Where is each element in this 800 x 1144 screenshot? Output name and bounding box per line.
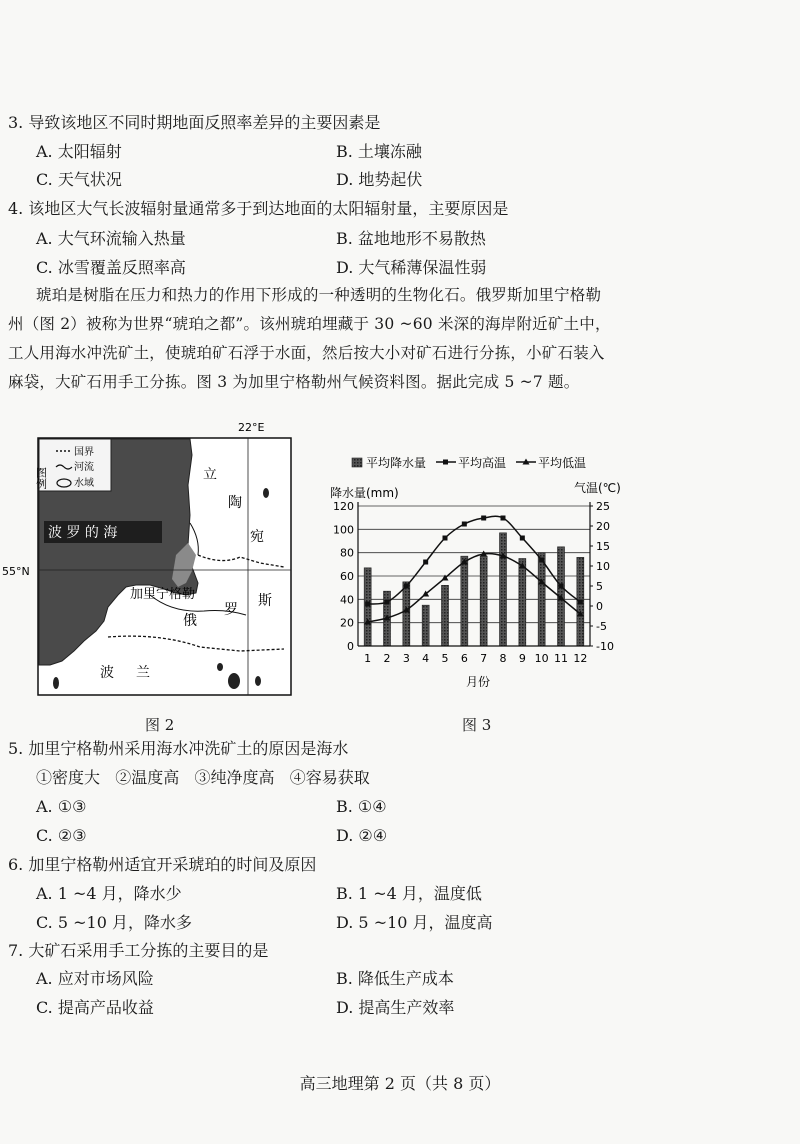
q5-choices: ①密度大 ②温度高 ③纯净度高 ④容易获取 [36, 768, 370, 787]
q7-option-b: B. 降低生产成本 [336, 969, 454, 988]
q4-option-b: B. 盆地地形不易散热 [336, 229, 486, 248]
y-right-tick-label: -5 [596, 620, 607, 633]
q3-option-d: D. 地势起伏 [336, 170, 423, 189]
legend-high-label: 平均高温 [458, 456, 507, 470]
place-tao: 陶 [228, 495, 242, 511]
high-temp-point [365, 602, 370, 607]
legend-precip-label: 平均降水量 [366, 456, 427, 470]
q6-option-a: A. 1 ~4 月，降水少 [36, 884, 182, 903]
q5-option-d: D. ②④ [336, 826, 388, 845]
q5-option-a: A. ①③ [36, 797, 87, 816]
q3-option-b: B. 土壤冻融 [336, 142, 422, 161]
precip-bar [442, 585, 449, 646]
y-left-tick-label: 80 [340, 546, 354, 560]
map-legend-river: 河流 [74, 462, 94, 473]
q7-option-a: A. 应对市场风险 [36, 969, 154, 988]
q4-option-d: D. 大气稀薄保温性弱 [336, 258, 487, 277]
precip-bar [538, 553, 545, 646]
figure-2-caption: 图 2 [145, 716, 175, 734]
legend-high-marker [443, 460, 448, 465]
passage-line-2: 州（图 2）被称为世界“琥珀之都”。该州琥珀埋藏于 30 ~60 米深的海岸附近矿土中， [8, 315, 611, 333]
y-right-tick-label: 10 [596, 560, 610, 573]
y-right-tick-label: -10 [596, 640, 614, 653]
high-temp-point [578, 600, 583, 605]
passage-line-3: 工人用海水冲洗矿土，使琥珀矿石浮于水面，然后按大小对矿石进行分拣，小矿石装入 [8, 344, 605, 362]
precip-bar [461, 556, 468, 646]
q3-option-a: A. 太阳辐射 [36, 142, 122, 161]
precip-bar [403, 582, 410, 646]
place-luo: 罗 [224, 602, 238, 618]
high-temp-point [559, 584, 564, 589]
place-baltic-sea: 波 罗 的 海 [48, 525, 118, 541]
x-tick-label: 2 [383, 652, 391, 665]
q5-option-c: C. ②③ [36, 826, 87, 845]
map-figure [0, 415, 310, 705]
map-legend-title: 图例 [34, 467, 48, 489]
y-left-tick-label: 120 [333, 500, 354, 513]
place-wan: 宛 [250, 529, 264, 545]
legend-low-label: 平均低温 [538, 456, 587, 470]
x-tick-label: 9 [518, 652, 526, 665]
lake-1 [263, 488, 269, 498]
y-right-tick-label: 20 [596, 520, 610, 533]
place-bo: 波 [100, 665, 114, 681]
x-tick-label: 5 [441, 652, 449, 665]
page-footer: 高三地理第 2 页（共 8 页） [299, 1074, 501, 1093]
place-li: 立 [203, 467, 217, 483]
question-7-stem: 7. 大矿石采用手工分拣的主要目的是 [8, 941, 269, 960]
precip-bar [422, 605, 429, 646]
y-right-tick-label: 5 [596, 580, 603, 593]
high-temp-point [501, 516, 506, 521]
x-tick-label: 12 [573, 652, 588, 665]
low-temp-line [368, 554, 581, 622]
high-temp-point [520, 536, 525, 541]
map-legend-water: 水域 [74, 478, 94, 489]
y-right-tick-label: 15 [596, 540, 610, 553]
chart-legend [352, 455, 586, 470]
place-kaliningrad: 加里宁格勒 [130, 587, 196, 602]
q4-option-c: C. 冰雪覆盖反照率高 [36, 258, 186, 277]
q7-option-c: C. 提高产品收益 [36, 998, 154, 1017]
y-left-label: 降水量(mm) [330, 486, 399, 500]
q6-option-b: B. 1 ~4 月，温度低 [336, 884, 482, 903]
place-e: 俄 [183, 613, 197, 629]
q4-option-a: A. 大气环流输入热量 [36, 229, 186, 248]
q3-option-c: C. 天气状况 [36, 170, 122, 189]
x-axis-label: 月份 [465, 675, 491, 689]
q7-option-d: D. 提高生产效率 [336, 998, 455, 1017]
passage-line-1: 琥珀是树脂在压力和热力的作用下形成的一种透明的生物化石。俄罗斯加里宁格勒 [36, 286, 602, 304]
high-temp-point [385, 600, 390, 605]
lake-4 [255, 676, 261, 686]
high-temp-point [539, 558, 544, 563]
high-temp-point [462, 522, 467, 527]
y-left-tick-label: 40 [340, 593, 354, 607]
lake-5 [53, 677, 59, 689]
y-left-tick-label: 60 [340, 570, 354, 583]
x-tick-label: 6 [460, 652, 468, 665]
lake-3 [217, 663, 223, 671]
q5-option-b: B. ①④ [336, 797, 387, 816]
precip-bar [519, 559, 526, 647]
y-right-tick-label: 0 [596, 600, 603, 613]
high-temp-point [481, 516, 486, 521]
question-5-stem: 5. 加里宁格勒州采用海水冲洗矿土的原因是海水 [8, 739, 349, 758]
x-tick-label: 8 [499, 652, 507, 665]
y-right-label: 气温(℃) [574, 481, 621, 495]
map-legend-border: 国界 [74, 447, 94, 458]
question-4-stem: 4. 该地区大气长波辐射量通常多于到达地面的太阳辐射量，主要原因是 [8, 199, 509, 218]
x-tick-label: 11 [554, 652, 568, 665]
y-left-tick-label: 0 [347, 640, 354, 653]
x-tick-label: 7 [480, 652, 488, 665]
lake-2 [228, 673, 240, 689]
high-temp-point [443, 536, 448, 541]
passage-line-4: 麻袋，大矿石用手工分拣。图 3 为加里宁格勒州气候资料图。据此完成 5 ~7 题。 [8, 373, 580, 391]
latitude-label: 55°N [2, 565, 30, 578]
x-tick-label: 10 [534, 652, 549, 665]
figure-3-caption: 图 3 [462, 716, 492, 734]
question-3-stem: 3. 导致该地区不同时期地面反照率差异的主要因素是 [8, 113, 381, 132]
x-tick-label: 4 [422, 652, 430, 665]
question-6-stem: 6. 加里宁格勒州适宜开采琥珀的时间及原因 [8, 855, 317, 874]
place-lan: 兰 [136, 665, 150, 681]
legend-precip-swatch [352, 458, 362, 467]
y-left-tick-label: 100 [333, 523, 354, 537]
x-tick-label: 3 [402, 652, 410, 665]
precip-bar [480, 556, 487, 646]
climate-chart [318, 450, 638, 690]
precip-bar [364, 568, 371, 646]
q6-option-d: D. 5 ~10 月，温度高 [336, 913, 493, 932]
y-right-tick-label: 25 [596, 500, 610, 513]
precip-bar [500, 533, 507, 646]
q6-option-c: C. 5 ~10 月，降水多 [36, 913, 192, 932]
place-si: 斯 [258, 593, 272, 609]
high-temp-point [423, 560, 428, 565]
y-left-tick-label: 20 [340, 616, 354, 630]
longitude-label: 22°E [238, 421, 265, 434]
x-tick-label: 1 [364, 652, 372, 665]
high-temp-point [404, 584, 409, 589]
